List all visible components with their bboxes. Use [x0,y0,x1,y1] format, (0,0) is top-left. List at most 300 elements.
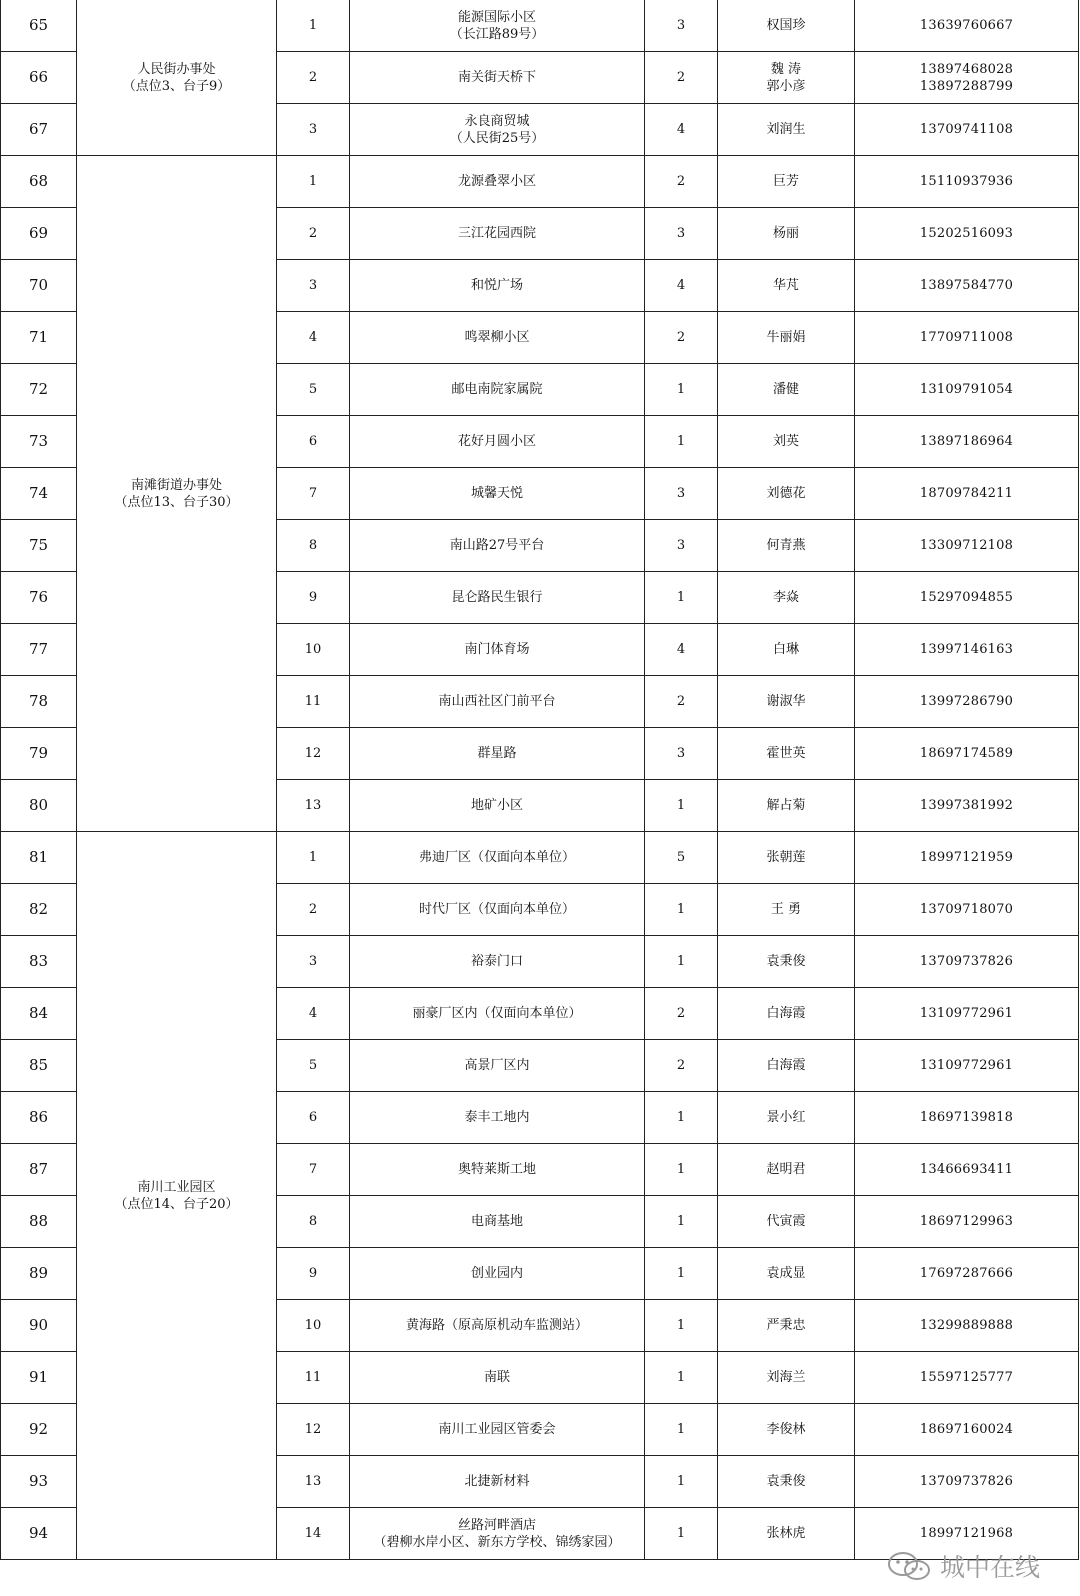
contact-person [718,1144,855,1196]
contact-phone-line: 13897468028 [919,61,1014,77]
contact-phone [855,260,1079,312]
site-number [277,1040,350,1092]
site-name-line: 电商基地 [470,1214,523,1229]
row-number [1,1092,77,1144]
contact-person [718,468,855,520]
site-name [350,884,645,936]
row-number-line: 67 [28,120,49,138]
contact-phone-line: 13109791054 [919,382,1014,397]
site-name [350,260,645,312]
site-name-line: 泰丰工地内 [464,1110,530,1125]
row-number-line: 68 [28,172,49,190]
table-count-line: 1 [676,954,686,969]
contact-phone-line: 13639760667 [919,18,1014,33]
site-name [350,1196,645,1248]
table-count [645,1248,718,1300]
site-number [277,832,350,884]
contact-person [718,624,855,676]
contact-person-line: 严秉忠 [766,1318,806,1333]
row-number [1,624,77,676]
site-name-line: 南门体育场 [464,642,530,657]
contact-person [718,1300,855,1352]
site-name-line: 南山路27号平台 [449,538,545,553]
row-number-line: 76 [28,588,49,606]
contact-phone [855,468,1079,520]
site-name-line: 时代厂区（仅面向本单位） [418,902,575,917]
contact-phone-line: 13709737826 [919,1474,1014,1489]
table-count [645,728,718,780]
row-number-line: 83 [28,952,49,970]
site-name [350,1040,645,1092]
contact-person [718,1248,855,1300]
table-count [645,1508,718,1560]
site-name [350,1144,645,1196]
site-number-line: 4 [308,1006,318,1021]
table-count [645,468,718,520]
row-number-line: 72 [28,380,49,398]
site-name-line: 三江花园西院 [457,226,536,241]
table-count-line: 2 [676,70,686,85]
site-name-line: （人民街25号） [449,130,545,146]
site-number [277,1144,350,1196]
contact-phone [855,832,1079,884]
row-number-line: 91 [28,1368,49,1386]
site-name-line: 丝路河畔酒店 [457,1517,536,1533]
row-number [1,52,77,104]
group-name [77,156,277,832]
table-count-line: 2 [676,1006,686,1021]
contact-phone [855,52,1079,104]
site-number-line: 2 [308,902,318,917]
site-number [277,1404,350,1456]
site-number [277,1300,350,1352]
contact-person-line: 白琳 [772,642,799,657]
contact-person [718,1404,855,1456]
site-name-line: 永良商贸城 [464,113,530,129]
site-name [350,312,645,364]
contact-phone [855,312,1079,364]
contact-phone [855,1144,1079,1196]
contact-person [718,780,855,832]
contact-person-line: 郭小彦 [766,78,806,94]
table-count [645,884,718,936]
site-name-line: 高景厂区内 [464,1058,530,1073]
site-number [277,780,350,832]
contact-person [718,572,855,624]
site-number-line: 2 [308,70,318,85]
table-count [645,1352,718,1404]
contact-phone [855,1196,1079,1248]
site-number-line: 10 [304,1318,322,1333]
site-name [350,208,645,260]
row-number [1,1144,77,1196]
row-number [1,1456,77,1508]
site-number-line: 8 [308,1214,318,1229]
site-number-line: 1 [308,18,318,33]
site-name-line: 地矿小区 [470,798,523,813]
table-count [645,936,718,988]
table-count-line: 3 [676,18,686,33]
table-count [645,1144,718,1196]
table-count-line: 1 [676,1474,686,1489]
contact-person-line: 白海霞 [766,1058,806,1073]
row-number [1,1248,77,1300]
row-number [1,832,77,884]
site-number [277,572,350,624]
contact-person-line: 华芃 [772,278,799,293]
site-name [350,1456,645,1508]
row-number [1,728,77,780]
contact-phone-line: 13997381992 [919,798,1014,813]
contact-person [718,1456,855,1508]
contact-person [718,988,855,1040]
site-name-line: 北捷新材料 [464,1474,530,1489]
table-count [645,988,718,1040]
group-name-line: 南滩街道办事处 [130,477,222,493]
contact-phone [855,520,1079,572]
table-count-line: 1 [676,590,686,605]
site-name [350,52,645,104]
site-number [277,104,350,156]
site-name [350,104,645,156]
site-name [350,1404,645,1456]
site-name-line: 丽豪厂区内（仅面向本单位） [412,1006,582,1021]
contact-person-line: 景小红 [766,1110,806,1125]
row-number [1,988,77,1040]
contact-person-line: 何青燕 [766,538,806,553]
contact-person-line: 李俊林 [766,1422,806,1437]
contact-person-line: 白海霞 [766,1006,806,1021]
table-count-line: 1 [676,1214,686,1229]
row-number [1,936,77,988]
contact-person [718,416,855,468]
contact-phone-line: 13897584770 [919,278,1014,293]
group-name-line: （点位14、台子20） [114,1196,239,1212]
row-number [1,520,77,572]
row-number-line: 69 [28,224,49,242]
contact-phone-line: 13997286790 [919,694,1014,709]
contact-phone-line: 18997121968 [919,1526,1014,1541]
table-count [645,1040,718,1092]
row-number-line: 77 [28,640,49,658]
site-name-line: 龙源叠翠小区 [457,174,536,189]
contact-person-line: 张林虎 [766,1526,806,1541]
contact-person-line: 谢淑华 [766,694,806,709]
site-name [350,936,645,988]
site-name [350,0,645,52]
site-name-line: 花好月圆小区 [457,434,536,449]
row-number [1,0,77,52]
site-number [277,1456,350,1508]
contact-phone [855,1092,1079,1144]
contact-person [718,1040,855,1092]
contact-person [718,936,855,988]
contact-person [718,156,855,208]
table-count-line: 2 [676,330,686,345]
table-count [645,1300,718,1352]
row-number-line: 71 [28,328,49,346]
contact-phone [855,364,1079,416]
contact-phone [855,156,1079,208]
contact-person [718,312,855,364]
table-count-line: 5 [676,850,686,865]
table-count [645,0,718,52]
contact-person-line: 刘海兰 [766,1370,806,1385]
table-count [645,1404,718,1456]
group-name-line: 南川工业园区 [137,1179,216,1195]
group-name-line: 人民街办事处 [137,61,216,77]
contact-person-line: 牛丽娟 [766,330,806,345]
table-count-line: 2 [676,1058,686,1073]
row-number-line: 78 [28,692,49,710]
table-count-line: 4 [676,278,686,293]
contact-person [718,208,855,260]
site-number [277,624,350,676]
row-number-line: 65 [28,16,49,34]
row-number-line: 84 [28,1004,49,1022]
site-number-line: 3 [308,122,318,137]
contact-person-line: 魏 涛 [770,61,802,77]
table-count [645,416,718,468]
contact-phone [855,1404,1079,1456]
site-number [277,312,350,364]
site-number-line: 9 [308,1266,318,1281]
site-name-line: 群星路 [477,746,517,761]
site-name [350,1352,645,1404]
site-number-line: 5 [308,382,318,397]
site-number-line: 7 [308,1162,318,1177]
row-number [1,1352,77,1404]
site-name-line: 裕泰门口 [470,954,523,969]
contact-phone-line: 13466693411 [919,1162,1014,1177]
group-name-line: （点位13、台子30） [114,494,239,510]
site-number [277,156,350,208]
table-count-line: 1 [676,902,686,917]
site-name [350,832,645,884]
group-name [77,832,277,1560]
contact-phone-line: 15297094855 [919,590,1014,605]
contact-person [718,1508,855,1560]
site-number-line: 3 [308,278,318,293]
row-number-line: 89 [28,1264,49,1282]
contact-person-line: 张朝莲 [766,850,806,865]
contact-person-line: 杨丽 [772,226,799,241]
site-name [350,364,645,416]
site-name [350,988,645,1040]
contact-phone-line: 18697160024 [919,1422,1014,1437]
contact-phone-line: 13897288799 [919,78,1014,94]
site-number [277,676,350,728]
table-count-line: 1 [676,1318,686,1333]
table-count-line: 4 [676,642,686,657]
site-number-line: 6 [308,434,318,449]
contact-phone-line: 18697174589 [919,746,1014,761]
contact-phone-line: 18697139818 [919,1110,1014,1125]
contact-phone [855,624,1079,676]
table-count-line: 1 [676,382,686,397]
contact-person-line: 袁秉俊 [766,954,806,969]
site-number-line: 2 [308,226,318,241]
site-number-line: 14 [304,1526,322,1541]
contact-person-line: 李焱 [772,590,799,605]
row-number-line: 87 [28,1160,49,1178]
contact-phone-line: 13299889888 [919,1318,1014,1333]
site-name [350,1248,645,1300]
contact-phone [855,884,1079,936]
table-count-line: 3 [676,486,686,501]
contact-person-line: 代寅霞 [766,1214,806,1229]
contact-phone-line: 18697129963 [919,1214,1014,1229]
row-number-line: 88 [28,1212,49,1230]
contact-person [718,676,855,728]
contact-phone-line: 13109772961 [919,1058,1014,1073]
table-count-line: 1 [676,798,686,813]
contact-person [718,1352,855,1404]
site-name [350,572,645,624]
table-count [645,364,718,416]
row-number [1,416,77,468]
site-number-line: 5 [308,1058,318,1073]
row-number [1,780,77,832]
table-count-line: 1 [676,1266,686,1281]
site-name-line: 南川工业园区管委会 [438,1422,556,1437]
table-count [645,832,718,884]
table-count-line: 1 [676,1110,686,1125]
row-number [1,1300,77,1352]
site-name-line: 昆仑路民生银行 [451,590,543,605]
site-name-line: 鸣翠柳小区 [464,330,530,345]
site-number-line: 11 [304,1370,322,1385]
contact-phone-line: 13709737826 [919,954,1014,969]
site-name-line: 奥特莱斯工地 [457,1162,536,1177]
row-number-line: 81 [28,848,49,866]
contact-phone-line: 15597125777 [919,1370,1014,1385]
contact-person-line: 袁成显 [766,1266,806,1281]
table-count [645,312,718,364]
table-count-line: 1 [676,1162,686,1177]
site-name [350,468,645,520]
row-number [1,572,77,624]
site-number [277,520,350,572]
row-number [1,260,77,312]
site-number-line: 3 [308,954,318,969]
table-count [645,520,718,572]
table-count-line: 3 [676,538,686,553]
row-number-line: 66 [28,68,49,86]
site-number [277,364,350,416]
site-number [277,416,350,468]
contact-phone-line: 18997121959 [919,850,1014,865]
contact-phone-line: 17697287666 [919,1266,1014,1281]
row-number-line: 74 [28,484,49,502]
site-name-line: 黄海路（原高原机动车监测站） [405,1318,588,1333]
row-number [1,208,77,260]
contact-person [718,520,855,572]
row-number [1,676,77,728]
contact-phone-line: 13709718070 [919,902,1014,917]
contact-phone-line: 15110937936 [919,174,1014,189]
contact-phone [855,1248,1079,1300]
contact-phone [855,208,1079,260]
row-number-line: 82 [28,900,49,918]
contact-phone-line: 13109772961 [919,1006,1014,1021]
site-name-line: 邮电南院家属院 [451,382,543,397]
site-name [350,1092,645,1144]
site-number-line: 11 [304,694,322,709]
table-count [645,1196,718,1248]
contact-person [718,260,855,312]
site-number [277,52,350,104]
table-row [1,832,1079,884]
table-count [645,104,718,156]
table-count [645,676,718,728]
row-number [1,156,77,208]
row-number [1,1040,77,1092]
contact-person-line: 巨芳 [772,174,799,189]
row-number-line: 90 [28,1316,49,1334]
contact-phone [855,936,1079,988]
site-name [350,1300,645,1352]
site-number-line: 4 [308,330,318,345]
group-name [77,0,277,156]
table-count-line: 1 [676,1422,686,1437]
row-number [1,1404,77,1456]
table-count [645,260,718,312]
table-count-line: 3 [676,746,686,761]
table-count [645,1092,718,1144]
contact-phone [855,1040,1079,1092]
site-name-line: 城馨天悦 [470,486,523,501]
contact-person-line: 权国珍 [766,18,806,33]
row-number-line: 80 [28,796,49,814]
contact-person-line: 刘英 [772,434,799,449]
wechat-icon [886,1551,932,1581]
site-number [277,1248,350,1300]
watermark [886,1548,1040,1584]
row-number-line: 79 [28,744,49,762]
row-number [1,104,77,156]
row-number [1,364,77,416]
site-name [350,728,645,780]
contact-phone-line: 17709711008 [919,330,1014,345]
contact-phone [855,780,1079,832]
contact-phone-line: 15202516093 [919,226,1014,241]
contact-phone [855,572,1079,624]
site-number [277,468,350,520]
site-number-line: 13 [304,1474,322,1489]
contact-phone [855,988,1079,1040]
site-name [350,416,645,468]
contact-person [718,1092,855,1144]
table-count-line: 2 [676,174,686,189]
contact-phone [855,0,1079,52]
site-number [277,260,350,312]
site-number [277,1092,350,1144]
row-number-line: 86 [28,1108,49,1126]
site-name [350,624,645,676]
site-name-line: 和悦广场 [470,278,523,293]
watermark-text: 城中在线 [939,1553,1040,1582]
row-number-line: 73 [28,432,49,450]
site-name-line: 弗迪厂区（仅面向本单位） [418,850,575,865]
table-count-line: 4 [676,122,686,137]
row-number [1,468,77,520]
site-name-line: 创业园内 [470,1266,523,1281]
site-number-line: 10 [304,642,322,657]
contact-phone [855,416,1079,468]
table-body [1,0,1079,1560]
contact-phone [855,728,1079,780]
